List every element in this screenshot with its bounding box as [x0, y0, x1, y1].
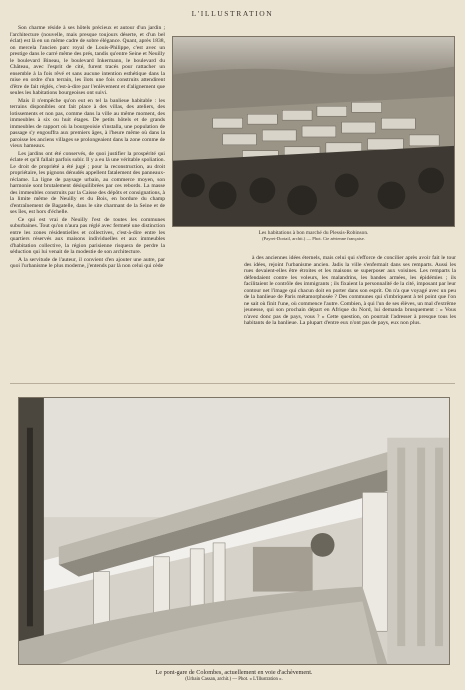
article-paragraph: Son charme réside à ses hôtels précieux et autour d'un jardin ; l'architecture (nouvelle, mais presque toujours déserte, et d'un bel éclat) est là en un même cadre de sobre élégance. Quant, après 1838, on mercela l'ancien parc royal de Louis-Philippe, c'est avec un prestige dans le carré même des prés, tandis qu'entre Seine et Neuilly le boulevard Bineau, le boulevard Inkermann, le boulevard du Château, avec l'esprit de cité, furent tracés pour rattacher un ensemble à la fois rêvé et sans aucune intention esthétique dans la mise en ordre d'un terrain, les îlots une fois construits attendirent d'être de fait réglés, c'est-à-dire par l'enlèvement et d'alignement que seules les habitations bourgeoises ont suivi. [10, 25, 165, 96]
section-divider [10, 383, 455, 384]
article-column-left [10, 25, 165, 390]
article-paragraph: à des anciennes idées éternels, mais celui qui s'efforce de concilier après avoir fait le tour des idées, rejoint l'urbanisme ancien. Jadis la ville s'enfermait dans ses remparts. Aussi les rues devaient-elles être étroites et les maisons se superposer aux voisines. Les remparts la défendaient contre les voleurs, les malandrins, les bandes armées, les épidémies ; ils facilitaient le contrôle des immigrants ; ils fixaient la personnalité de la cité, imposant par leur contour net l'image qui chacun doit en porter dans son esprit. On n'a que voyagé avec un peu de la banlieue de Paris métamorphosée ? Des communes qui s'imbriquent à tel point que l'on ne sait où finit l'une, où commence l'autre. Combien, à qui l'un de ses élèves, un mal d'extrême jeunesse, qui son prochain départ en Afrique du Nord, lui demanda brusquement : « Vous n'avez donc pas de pays, vous ? » Cette question, on pourrait l'adresser à presque tous les habitants de la banlieue. La plupart d'entre eux n'ont pas de pays, eux non plus. [244, 255, 456, 326]
aerial-photo-illustration [173, 37, 454, 226]
caption-top [172, 230, 455, 243]
article-paragraph: Les jardins ont été conservés, de quoi justifier la prospérité qui éclate et qu'il fallait parfois subir. Il y a eu là une véritable spoliation. Le droit de propriété a été jugé ; pour la reconstruction, au droit propriétaire, les pignons dénudés appellent fatalement des panneaux-réclame. La ligne de paysage urbain, au commerce moyen, son harmonie sont brutalement désiquilibrées par ces rebords. La masse des immeubles construits par la Caisse des dépôts et consignations, à la limite même de Neuilly et du Bois, en bordure du champ d'entraînement de Bagatelle, dans le site charmant de la Seine et de ses îles, est hors d'échelle. [10, 150, 165, 215]
caption-bottom-title: Le pont-gare de Colombes, actuellement en voie d'achèvement. [155, 669, 313, 676]
article-paragraph: Mais il n'empêche qu'on eut en tel la banlieue habitable : les terrains disponibles ont fait place à des villas, des ateliers, des lotissements et non pas, comme dans la ville au même moment, des immeubles à six ou huit étages. De petits hôtels et de grands immeubles de rapport où la bourgeoisie s'installa, une population de passage s'y engouffra aux premiers âges, à l'heure même où dans la paroisse les anciens villages se prolongeaient dans la zone comme de vieux hameaux. [10, 97, 165, 149]
caption-bottom-credit: (Urbain Cassan, archit.) — Phot. « L'Illustration ». [185, 677, 283, 682]
article-paragraph: A la servitude de l'auteur, il convient d'en ajouter une autre, par quoi l'urbanisme le plus moderne, j'entends par là non celui qui cède [10, 256, 165, 269]
article-column-right [244, 255, 456, 379]
aerial-photo-housing [172, 36, 455, 227]
bridge-station-photo [18, 397, 450, 665]
bridge-photo-illustration [19, 398, 449, 664]
caption-top-credit: (Payret-Dortail, archit.) — Phot. Cie aérienne française. [262, 236, 365, 242]
article-paragraph: Ce qui est vrai de Neuilly l'est de toutes les communes suburbaines. Tout qu'on n'aura pas réglé avec fermeté une distinction entre les zones résidentielles et collectives, c'est-à-dire entre les quartiers réservés aux maisons individuelles et aux immeubles d'habitation collective, la région parisienne risquera de perdre la séduction qui lui venait de la modestie de son architecture. [10, 216, 165, 255]
caption-bottom [18, 669, 450, 683]
caption-top-title: Les habitations à bon marché du Plessis-Robinson. [258, 230, 369, 236]
masthead: L'ILLUSTRATION [191, 9, 274, 18]
